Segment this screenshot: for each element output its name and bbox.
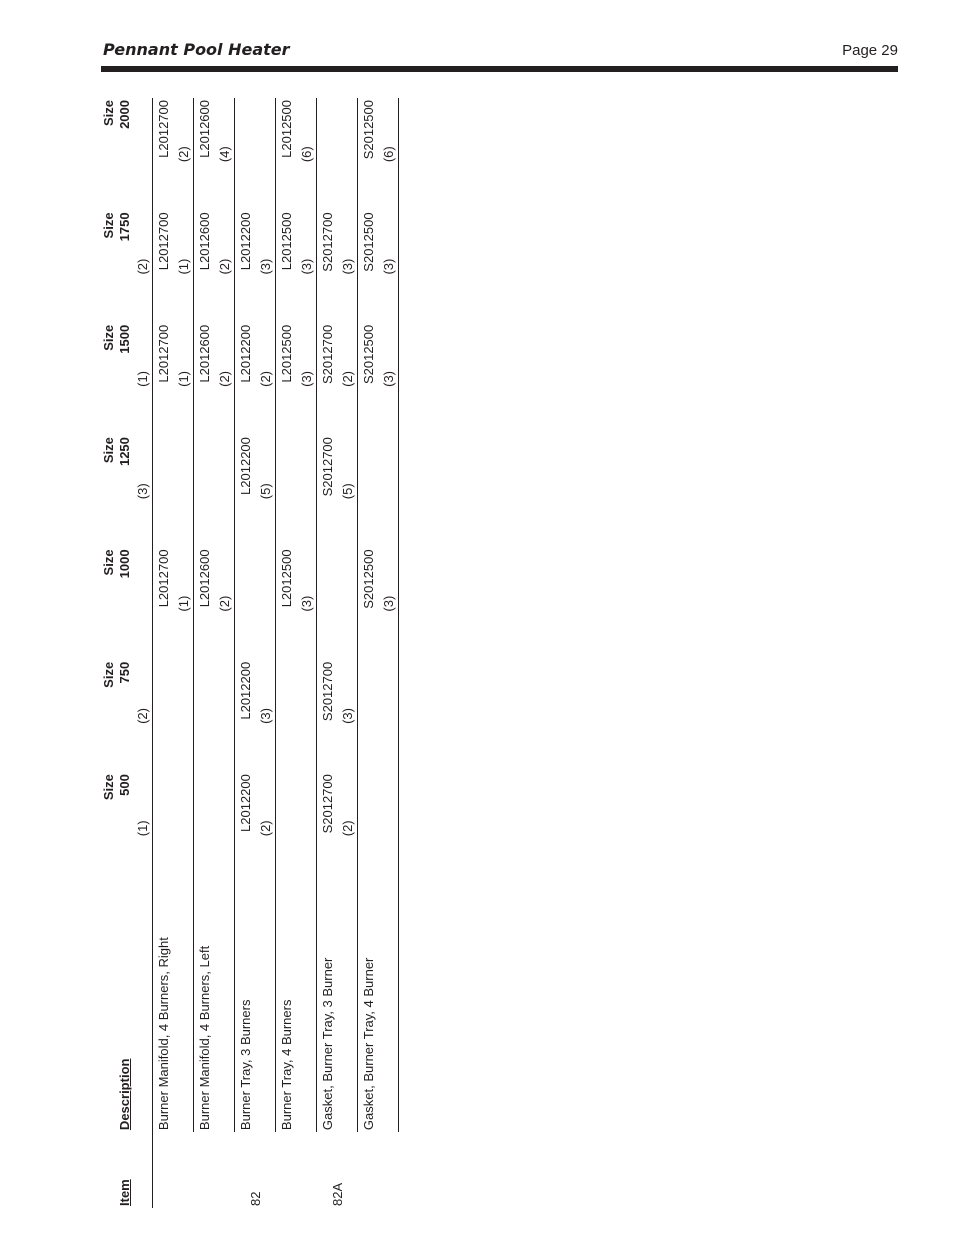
size-label: Size — [101, 324, 116, 351]
part-description: Gasket, Burner Tray, 3 Burner — [319, 957, 335, 1131]
part-number: L2012700 — [155, 324, 171, 383]
quantity — [378, 660, 399, 772]
column-header-item: Item — [117, 1179, 132, 1206]
item-number — [276, 1132, 317, 1208]
part-number — [276, 772, 297, 884]
part-number: L2012200 — [237, 661, 253, 720]
quantity: (3) — [378, 323, 399, 435]
part-number — [235, 98, 256, 210]
quantity: (3) — [255, 210, 276, 322]
part-number: L2012700 — [155, 549, 171, 608]
part-description: Burner Tray, 3 Burners — [237, 999, 253, 1131]
table-row-part — [358, 98, 379, 1208]
quantity: (1) — [173, 323, 194, 435]
quantity: (5) — [255, 435, 276, 547]
part-number — [153, 435, 174, 547]
size-label: Size — [101, 437, 116, 464]
part-number — [153, 660, 174, 772]
part-description: Gasket, Burner Tray, 4 Burner — [360, 957, 376, 1131]
part-number: S2012500 — [360, 324, 376, 385]
part-number: L2012200 — [237, 437, 253, 495]
header-rule — [101, 66, 898, 72]
part-number: L2012700 — [155, 212, 171, 271]
table-row-quantity — [173, 98, 194, 1208]
size-value: 2000 — [117, 100, 132, 129]
item-number — [358, 1132, 399, 1208]
part-number — [194, 435, 215, 547]
header-row-values — [116, 98, 132, 1208]
quantity — [173, 660, 194, 772]
quantity: (2) — [337, 772, 358, 884]
table-row-quantity — [337, 98, 358, 1208]
quantity — [337, 98, 358, 210]
item-number: 82A — [329, 1182, 345, 1206]
part-number: S2012700 — [319, 661, 335, 722]
quantity — [214, 435, 235, 547]
table-row-part — [276, 98, 297, 1208]
quantity — [296, 772, 317, 884]
part-number: L2012500 — [278, 100, 294, 158]
quantity: (2) — [214, 547, 235, 659]
table-row-part — [194, 98, 215, 1208]
quantity — [132, 98, 153, 210]
quantity — [173, 435, 194, 547]
part-number: L2012500 — [278, 212, 294, 271]
part-number: L2012200 — [237, 212, 253, 271]
quantity: (3) — [296, 547, 317, 659]
quantity — [132, 547, 153, 659]
quantity: (2) — [255, 323, 276, 435]
size-value: 750 — [117, 661, 132, 684]
quantity: (1) — [173, 210, 194, 322]
size-value: 500 — [117, 774, 132, 796]
quantity: (2) — [132, 210, 153, 322]
part-number — [358, 435, 379, 547]
part-number — [235, 547, 256, 659]
part-number: L2012500 — [278, 324, 294, 383]
part-number: S2012700 — [319, 774, 335, 834]
part-description: Burner Manifold, 4 Burners, Right — [155, 937, 171, 1131]
part-number — [276, 660, 297, 772]
quantity: (3) — [337, 210, 358, 322]
part-description: Burner Tray, 4 Burners — [278, 999, 294, 1131]
table-row-carryover — [132, 98, 153, 1208]
size-label: Size — [101, 549, 116, 576]
quantity — [296, 660, 317, 772]
size-value: 1000 — [117, 549, 132, 579]
quantity — [255, 98, 276, 210]
size-label: Size — [101, 100, 116, 127]
part-number: L2012600 — [196, 549, 212, 608]
part-number: S2012700 — [319, 212, 335, 272]
document-title: Pennant Pool Heater — [103, 40, 290, 59]
size-value: 1250 — [117, 437, 132, 467]
quantity: (2) — [214, 323, 235, 435]
part-number: L2012500 — [278, 549, 294, 608]
part-number: S2012700 — [319, 437, 335, 497]
quantity: (6) — [378, 98, 399, 210]
table-row-quantity — [378, 98, 399, 1208]
parts-table-rotated — [100, 98, 420, 1208]
size-label: Size — [101, 661, 116, 688]
part-number — [317, 98, 338, 210]
table-row-quantity — [255, 98, 276, 1208]
quantity: (3) — [378, 210, 399, 322]
column-header-description: Description — [117, 1058, 132, 1131]
quantity — [296, 435, 317, 547]
part-description: Burner Manifold, 4 Burners, Left — [196, 945, 212, 1131]
part-number: L2012200 — [237, 774, 253, 832]
quantity: (4) — [214, 98, 235, 210]
quantity: (3) — [296, 210, 317, 322]
quantity: (1) — [132, 772, 153, 884]
quantity: (2) — [173, 98, 194, 210]
part-number: L2012200 — [237, 324, 253, 383]
quantity: (3) — [296, 323, 317, 435]
quantity — [255, 547, 276, 659]
quantity — [378, 772, 399, 884]
part-number: L2012600 — [196, 100, 212, 158]
table-row-quantity — [214, 98, 235, 1208]
quantity: (2) — [255, 772, 276, 884]
part-number: S2012500 — [360, 100, 376, 160]
quantity — [214, 660, 235, 772]
quantity: (1) — [173, 547, 194, 659]
size-value: 1750 — [117, 212, 132, 242]
quantity — [378, 435, 399, 547]
quantity: (1) — [132, 323, 153, 435]
table-row-quantity — [296, 98, 317, 1208]
part-number: L2012600 — [196, 212, 212, 271]
table-row-part — [235, 98, 256, 1208]
size-value: 1500 — [117, 324, 132, 354]
header-row-size — [100, 98, 116, 1208]
quantity: (5) — [337, 435, 358, 547]
item-number — [194, 1132, 235, 1208]
size-label: Size — [101, 212, 116, 239]
quantity — [173, 772, 194, 884]
size-label: Size — [101, 774, 116, 801]
quantity: (6) — [296, 98, 317, 210]
part-number — [358, 660, 379, 772]
part-number — [358, 772, 379, 884]
quantity: (3) — [378, 547, 399, 659]
part-number: S2012500 — [360, 212, 376, 272]
item-number — [153, 1132, 194, 1208]
parts-table — [100, 98, 399, 1208]
part-number: S2012500 — [360, 549, 376, 609]
part-number — [194, 660, 215, 772]
table-row-part — [317, 98, 338, 1208]
quantity: (2) — [132, 660, 153, 772]
part-number — [317, 547, 338, 659]
part-number — [194, 772, 215, 884]
part-number: L2012700 — [155, 100, 171, 158]
quantity: (3) — [337, 660, 358, 772]
part-number: L2012600 — [196, 324, 212, 383]
part-number — [153, 772, 174, 884]
page-number: Page 29 — [842, 42, 898, 59]
quantity: (2) — [214, 210, 235, 322]
quantity — [337, 547, 358, 659]
part-number — [276, 435, 297, 547]
quantity: (3) — [132, 435, 153, 547]
quantity — [214, 772, 235, 884]
part-number: S2012700 — [319, 324, 335, 385]
quantity: (3) — [255, 660, 276, 772]
quantity: (2) — [337, 323, 358, 435]
item-number: 82 — [247, 1191, 263, 1206]
table-row-part — [153, 98, 174, 1208]
